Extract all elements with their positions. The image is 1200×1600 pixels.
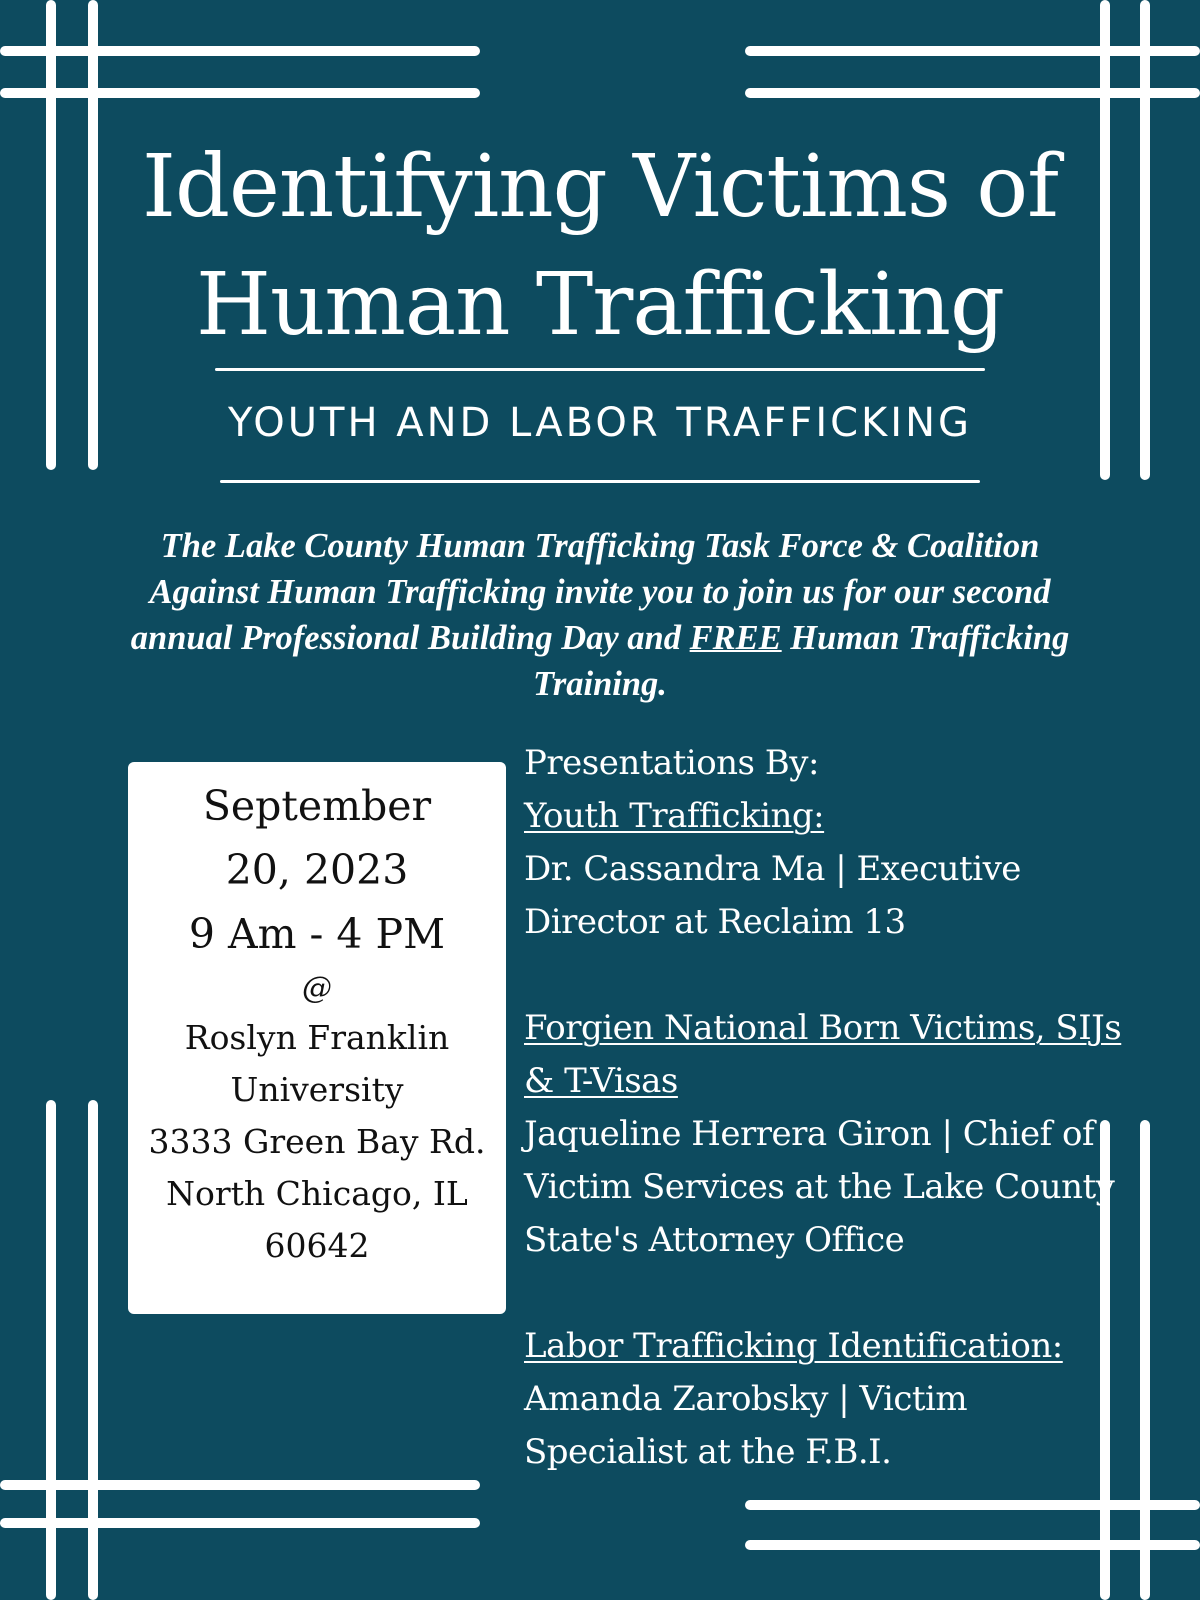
presenters-section (524, 737, 1144, 1479)
intro-text (130, 523, 1070, 707)
frame-line (0, 46, 480, 56)
intro-part-1: The Lake County Human Trafficking Task Force & Coalition Against Human Trafficking invite you to join us for our second annual Professional Building Day and (130, 527, 1051, 657)
frame-line (0, 1518, 480, 1528)
presenter-line: Victim Services at the Lake County (524, 1167, 1115, 1207)
intro-part-2: Human Trafficking Training. (533, 619, 1070, 703)
presenter-line: State's Attorney Office (524, 1220, 905, 1260)
frame-line (46, 0, 56, 470)
frame-line (0, 88, 480, 98)
intro-emphasis: FREE (689, 619, 782, 657)
venue-line-2: University (230, 1070, 404, 1109)
subtitle: YOUTH AND LABOR TRAFFICKING (228, 400, 972, 446)
session-topic-labor: Labor Trafficking Identification: (524, 1326, 1063, 1366)
spacer (524, 1267, 1144, 1320)
spacer (524, 949, 1144, 1002)
event-details-card (128, 762, 506, 1314)
presenter-line: Amanda Zarobsky | Victim (524, 1379, 968, 1419)
session-topic-foreign-national: Forgien National Born Victims, SIJs (524, 1008, 1122, 1048)
event-date: 20, 2023 (225, 846, 409, 894)
event-at-symbol: @ (302, 971, 332, 1006)
frame-line (745, 1500, 1200, 1510)
frame-line (0, 1480, 480, 1490)
page-title (60, 128, 1140, 364)
address-line-2: North Chicago, IL (166, 1174, 468, 1213)
presenter-line: Dr. Cassandra Ma | Executive (524, 849, 1021, 889)
frame-line (745, 1540, 1200, 1550)
event-time: 9 Am - 4 PM (188, 910, 446, 958)
presenters-heading: Presentations By: (524, 743, 819, 783)
address-zip: 60642 (264, 1226, 370, 1265)
session-topic-youth: Youth Trafficking: (524, 796, 825, 836)
title-line-2: Human Trafficking (195, 255, 1005, 355)
presenter-line: Specialist at the F.B.I. (524, 1432, 892, 1472)
session-topic-foreign-national-cont: & T-Visas (524, 1061, 678, 1101)
divider (220, 480, 980, 483)
title-line-1: Identifying Victims of (141, 137, 1059, 237)
frame-line (745, 88, 1200, 98)
event-month: September (202, 782, 432, 830)
frame-line (745, 46, 1200, 56)
frame-line (1140, 0, 1150, 480)
presenter-line: Director at Reclaim 13 (524, 902, 906, 942)
divider (215, 368, 985, 371)
presenter-line: Jaqueline Herrera Giron | Chief of (524, 1114, 1095, 1154)
address-line-1: 3333 Green Bay Rd. (148, 1122, 486, 1161)
venue-line-1: Roslyn Franklin (184, 1018, 450, 1057)
